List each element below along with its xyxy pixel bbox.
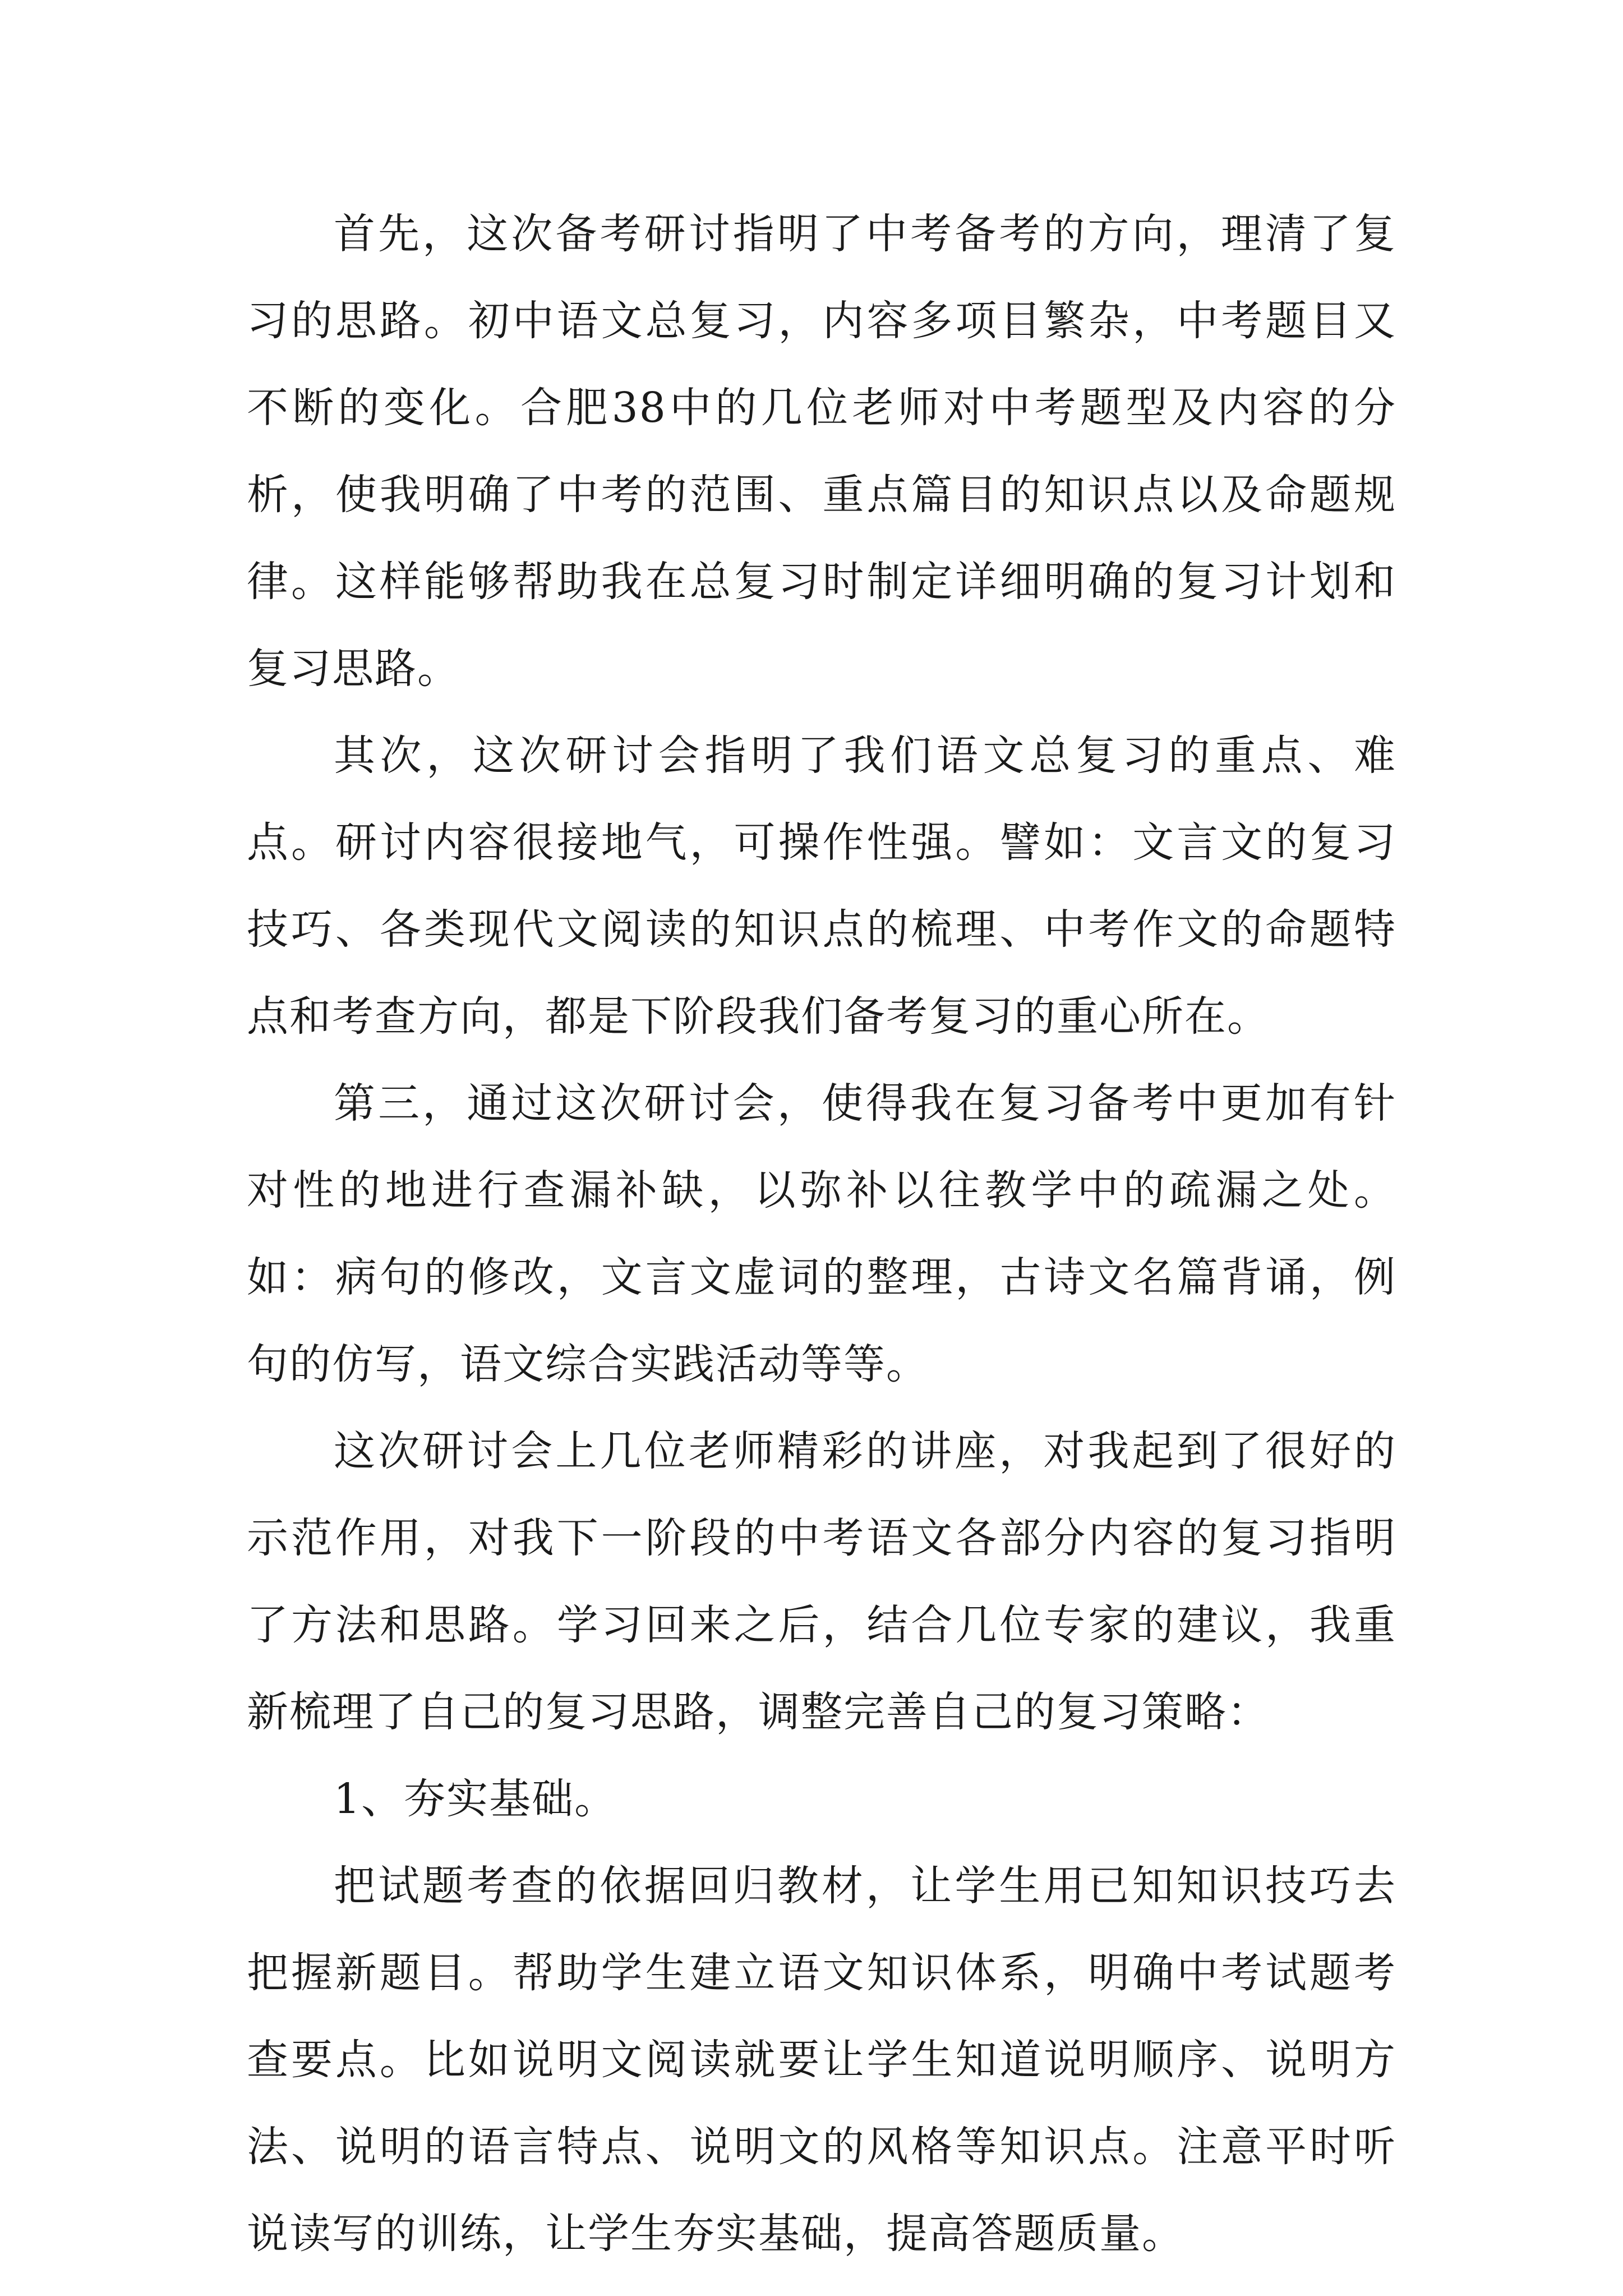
paragraph-third: 第三，通过这次研讨会，使得我在复习备考中更加有针对性的地进行查漏补缺，以弥补以往教学中的疏漏之处。如：病句的修改，文言文虚词的整理，古诗文名篇背诵，例句的仿写，语文综合实践活动等等。 bbox=[247, 1079, 1396, 1388]
paragraph-lecture-summary: 这次研讨会上几位老师精彩的讲座，对我起到了很好的示范作用，对我下一阶段的中考语文各部分内容的复习指明了方法和思路。学习回来之后，结合几位专家的建议，我重新梳理了自己的复习思路，调整完善自己的复习策略： bbox=[247, 1427, 1396, 1736]
paragraph-strategy-heading: 1、夯实基础。 bbox=[334, 1775, 617, 1823]
paragraph-strategy-detail: 把试题考查的依据回归教材，让学生用已知知识技巧去把握新题目。帮助学生建立语文知识体系，明确中考试题考查要点。比如说明文阅读就要让学生知道说明顺序、说明方法、说明的语言特点、说明文的风格等知识点。注意平时听说读写的训练，让学生夯实基础，提高答题质量。 bbox=[247, 1862, 1396, 2258]
paragraph-first: 首先，这次备考研讨指明了中考备考的方向，理清了复习的思路。初中语文总复习，内容多项目繁杂，中考题目又不断的变化。合肥38中的几位老师对中考题型及内容的分析，使我明确了中考的范围、重点篇目的知识点以及命题规律。这样能够帮助我在总复习时制定详细明确的复习计划和复习思路。 bbox=[247, 210, 1396, 693]
paragraph-second: 其次，这次研讨会指明了我们语文总复习的重点、难点。研讨内容很接地气，可操作性强。譬如：文言文的复习技巧、各类现代文阅读的知识点的梳理、中考作文的命题特点和考查方向，都是下阶段我们备考复习的重心所在。 bbox=[247, 731, 1396, 1041]
document-body bbox=[247, 191, 1396, 2277]
